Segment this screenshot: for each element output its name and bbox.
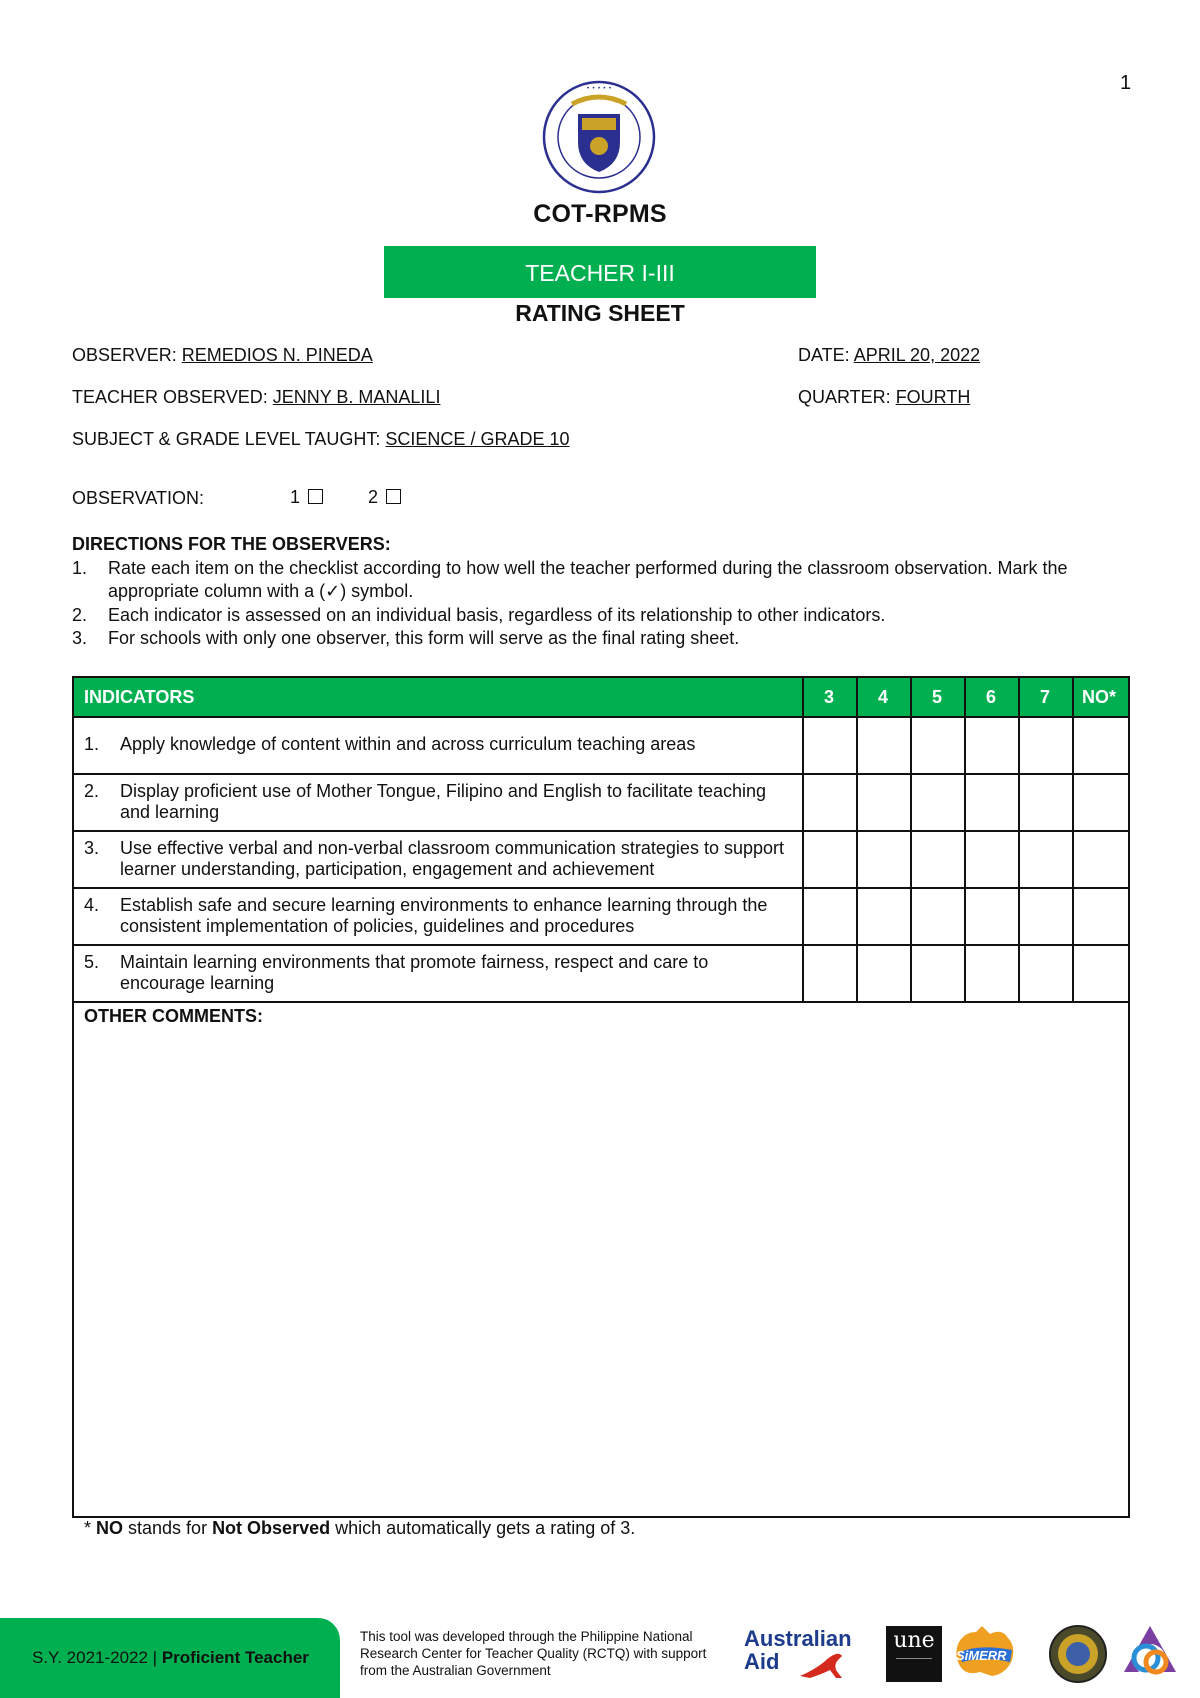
directions-item: [72, 604, 1072, 628]
directions-item: [72, 557, 1072, 604]
table-header: [74, 678, 1128, 718]
aid-line-1: Australian: [744, 1626, 852, 1651]
directions-item-text: Rate each item on the checklist according to how well the teacher performed during the classroom observation. Mark the appropriate column with a (✓) symbol.: [108, 557, 1068, 601]
indicator-number: 2.: [84, 781, 100, 801]
table-rule: [74, 716, 1128, 718]
table-row: [84, 838, 784, 880]
indicator-number: 5.: [84, 952, 100, 972]
deped-seal-icon: [542, 80, 656, 194]
table-column-rule: [856, 678, 858, 1003]
une-logo-text: une: [893, 1628, 935, 1653]
observer-value: REMEDIOS N. PINEDA: [181, 345, 373, 365]
quarter-label: QUARTER:: [798, 387, 896, 407]
directions-item: [72, 627, 1072, 651]
column-header-not-observed: NO*: [1081, 687, 1116, 707]
footnote-star: *: [84, 1518, 97, 1538]
directions-item-text: For schools with only one observer, this form will serve as the final rating sheet.: [108, 628, 740, 648]
rctq-seal-icon: [1048, 1624, 1108, 1684]
column-header-6: 6: [985, 687, 996, 707]
subject-value: SCIENCE / GRADE 10: [385, 429, 570, 449]
footer-school-year: S.Y. 2021-2022 |: [32, 1648, 162, 1667]
table-column-rule: [910, 678, 912, 1003]
table-row: [84, 952, 784, 994]
footer-level: Proficient Teacher: [161, 1648, 309, 1667]
date-label: DATE:: [798, 345, 854, 365]
other-comments-label: OTHER COMMENTS:: [84, 1006, 263, 1026]
svg-text:• • • • •: • • • • •: [586, 85, 612, 92]
directions-item-number: 2.: [72, 604, 88, 625]
teacher-line: [72, 387, 440, 408]
footnote: [84, 1518, 635, 1539]
observer-label: OBSERVER:: [72, 345, 182, 365]
rating-table: [72, 676, 1130, 1518]
indicators-header: INDICATORS: [84, 687, 195, 707]
indicator-text: Establish safe and secure learning environments to enhance learning through the consistent implementation of policies, guidelines and procedures: [120, 895, 768, 936]
checkbox-icon[interactable]: [308, 489, 323, 504]
kangaroo-icon: [796, 1650, 856, 1680]
table-rule: [74, 1001, 1128, 1003]
date-line: [798, 345, 980, 366]
directions: [72, 533, 1072, 651]
document-subtitle: RATING SHEET: [515, 300, 685, 326]
indicator-number: 1.: [84, 734, 100, 754]
simerr-logo-text: SiMERR: [956, 1648, 1007, 1663]
footer-band: [0, 1618, 340, 1698]
footnote-end: which automatically gets a rating of 3.: [330, 1518, 636, 1538]
observation-option-1-label: 1: [290, 487, 301, 507]
directions-heading: DIRECTIONS FOR THE OBSERVERS:: [72, 534, 391, 554]
footer-note: This tool was developed through the Philippine National Research Center for Teacher Quality (RCTQ) with support from the Australian Government: [360, 1629, 707, 1678]
quarter-line: [798, 387, 970, 408]
une-logo-icon: [886, 1626, 942, 1682]
checkbox-icon[interactable]: [386, 489, 401, 504]
indicator-text: Maintain learning environments that promote fairness, respect and care to encourage learning: [120, 952, 709, 993]
quarter-value: FOURTH: [895, 387, 971, 407]
directions-item-text: Each indicator is assessed on an individual basis, regardless of its relationship to other indicators.: [108, 604, 886, 625]
table-rule: [74, 773, 1128, 775]
document-title: COT-RPMS: [533, 200, 667, 228]
teacher-value: JENNY B. MANALILI: [272, 387, 441, 407]
observation-option-1[interactable]: [290, 487, 323, 508]
footnote-no: NO: [96, 1518, 124, 1538]
observation-option-2-label: 2: [368, 487, 379, 507]
simerr-logo-icon: [950, 1622, 1020, 1684]
observation-label: OBSERVATION:: [72, 488, 205, 508]
column-header-7: 7: [1039, 687, 1050, 707]
observation-option-2[interactable]: [368, 487, 401, 508]
directions-item-number: 3.: [72, 628, 88, 648]
ring-logo-icon: [1120, 1622, 1180, 1684]
footnote-mid: stands for: [123, 1518, 213, 1538]
indicator-number: 3.: [84, 838, 100, 858]
column-header-4: 4: [877, 687, 888, 707]
table-row: [84, 895, 784, 937]
observer-line: [72, 345, 373, 366]
column-header-5: 5: [931, 687, 942, 707]
footnote-not-observed: Not Observed: [212, 1518, 331, 1538]
subject-line: [72, 429, 569, 450]
australian-aid-logo: [744, 1628, 864, 1682]
column-header-3: 3: [823, 687, 834, 707]
directions-item-number: 1.: [72, 557, 88, 578]
table-column-rule: [964, 678, 966, 1003]
page-number: 1: [1120, 72, 1132, 94]
table-row: [84, 734, 784, 755]
indicator-number: 4.: [84, 895, 100, 915]
teacher-label: TEACHER OBSERVED:: [72, 387, 273, 407]
indicator-text: Apply knowledge of content within and across curriculum teaching areas: [120, 734, 696, 754]
table-row: [84, 781, 784, 823]
table-column-rule: [802, 678, 804, 1003]
indicator-text: Use effective verbal and non-verbal classroom communication strategies to support learner understanding, participation, engagement and achievement: [120, 838, 784, 879]
table-rule: [74, 887, 1128, 889]
table-column-rule: [1072, 678, 1074, 1003]
table-rule: [74, 830, 1128, 832]
aid-line-2: Aid: [744, 1649, 780, 1674]
subject-label: SUBJECT & GRADE LEVEL TAUGHT:: [72, 429, 386, 449]
indicator-text: Display proficient use of Mother Tongue, Filipino and English to facilitate teaching and learning: [120, 781, 767, 822]
teacher-level-band: TEACHER I-III: [384, 246, 816, 298]
table-column-rule: [1018, 678, 1020, 1003]
directions-list: [72, 557, 1072, 651]
date-value: APRIL 20, 2022: [853, 345, 981, 365]
table-rule: [74, 944, 1128, 946]
